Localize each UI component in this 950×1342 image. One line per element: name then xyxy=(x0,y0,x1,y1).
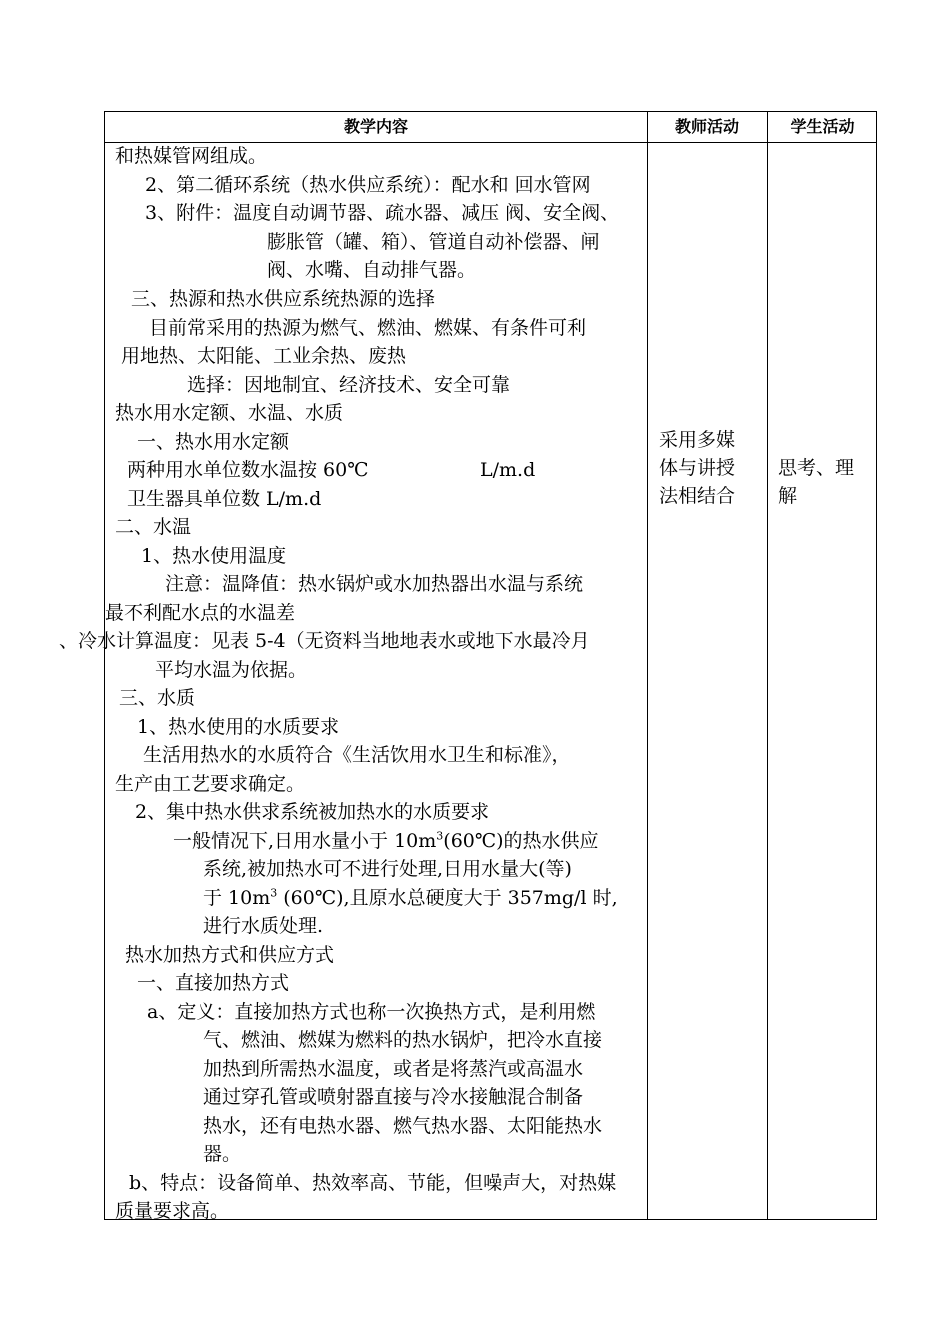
content-line: 通过穿孔管或喷射器直接与冷水接触混合制备 xyxy=(203,1086,584,1108)
header-teacher-activity: 教师活动 xyxy=(674,117,739,136)
student-activity-line: 思考、理 xyxy=(778,457,855,479)
content-line: 质量要求高。 xyxy=(115,1200,230,1222)
content-line: 阀、水嘴、自动排气器。 xyxy=(267,259,477,281)
teacher-activity-line: 采用多媒 xyxy=(659,429,736,451)
content-line: 1、热水使用温度 xyxy=(141,545,287,567)
student-activity-line: 解 xyxy=(778,485,798,507)
content-line: 三、水质 xyxy=(119,687,196,709)
content-line: 注意：温降值：热水锅炉或水加热器出水温与系统 xyxy=(165,573,584,595)
content-line: 系统,被加热水可不进行处理,日用水量大(等) xyxy=(203,858,572,880)
student-activity-cell xyxy=(778,454,854,510)
content-line: 两种用水单位数水温按 60℃ xyxy=(127,459,369,481)
content-line: 、冷水计算温度：见表 5-4（无资料当地地表水或地下水最冷月 xyxy=(59,630,590,652)
content-line: 用地热、太阳能、工业余热、废热 xyxy=(121,345,407,367)
header-teaching-content: 教学内容 xyxy=(343,117,408,136)
content-line: 和热媒管网组成。 xyxy=(115,145,268,167)
content-line: 2、集中热水供求系统被加热水的水质要求 xyxy=(135,801,490,823)
content-line: 膨胀管（罐、箱）、管道自动补偿器、闸 xyxy=(267,231,600,253)
content-line: 器。 xyxy=(203,1143,242,1165)
header-divider xyxy=(105,142,876,143)
teacher-activity-cell xyxy=(659,426,735,510)
content-line: 于 $10m^3$ (60℃),且原水总硬度大于 357mg/l 时, xyxy=(203,886,618,909)
content-line: 三、热源和热水供应系统热源的选择 xyxy=(131,288,436,310)
teacher-activity-line: 法相结合 xyxy=(659,485,736,507)
content-line: 2、第二循环系统（热水供应系统）：配水和 回水管网 xyxy=(145,174,591,196)
content-line: a、定义：直接加热方式也称一次换热方式，是利用燃 xyxy=(147,1001,596,1023)
content-line: 卫生器具单位数 L/m.d xyxy=(127,488,322,510)
content-line: 气、燃油、燃媒为燃料的热水锅炉，把冷水直接 xyxy=(203,1029,603,1051)
column-divider xyxy=(767,112,768,1219)
lesson-table xyxy=(59,111,877,1222)
content-line: 选择：因地制宜、经济技术、安全可靠 xyxy=(187,374,511,396)
teacher-activity-line: 体与讲授 xyxy=(659,457,736,479)
content-line: 一般情况下,日用水量小于 $10m^3(60℃)$的热水供应 xyxy=(173,829,599,852)
column-divider xyxy=(647,112,648,1219)
content-line: 一、直接加热方式 xyxy=(137,972,290,994)
content-line: 加热到所需热水温度，或者是将蒸汽或高温水 xyxy=(203,1058,584,1080)
content-line: 进行水质处理. xyxy=(203,915,324,937)
content-line: L/m.d xyxy=(480,459,536,481)
content-line: 3、附件：温度自动调节器、疏水器、减压 阀、安全阀、 xyxy=(145,202,620,224)
content-line: 一、热水用水定额 xyxy=(137,431,290,453)
content-line: 平均水温为依据。 xyxy=(155,659,308,681)
content-line: 生产由工艺要求确定。 xyxy=(115,773,306,795)
content-line: 二、水温 xyxy=(115,516,192,538)
content-line: 最不利配水点的水温差 xyxy=(105,602,296,624)
content-line: b、特点：设备简单、热效率高、节能，但噪声大，对热媒 xyxy=(129,1172,617,1194)
content-line: 1、热水使用的水质要求 xyxy=(137,716,340,738)
content-line: 目前常采用的热源为燃气、燃油、燃媒、有条件可利 xyxy=(149,317,587,339)
content-line: 生活用热水的水质符合《生活饮用水卫生和标准》， xyxy=(143,744,571,766)
content-line: 热水加热方式和供应方式 xyxy=(125,944,335,966)
content-line: 热水用水定额、水温、水质 xyxy=(115,402,344,424)
content-line: 热水，还有电热水器、燃气热水器、太阳能热水 xyxy=(203,1115,603,1137)
header-student-activity: 学生活动 xyxy=(790,117,855,136)
